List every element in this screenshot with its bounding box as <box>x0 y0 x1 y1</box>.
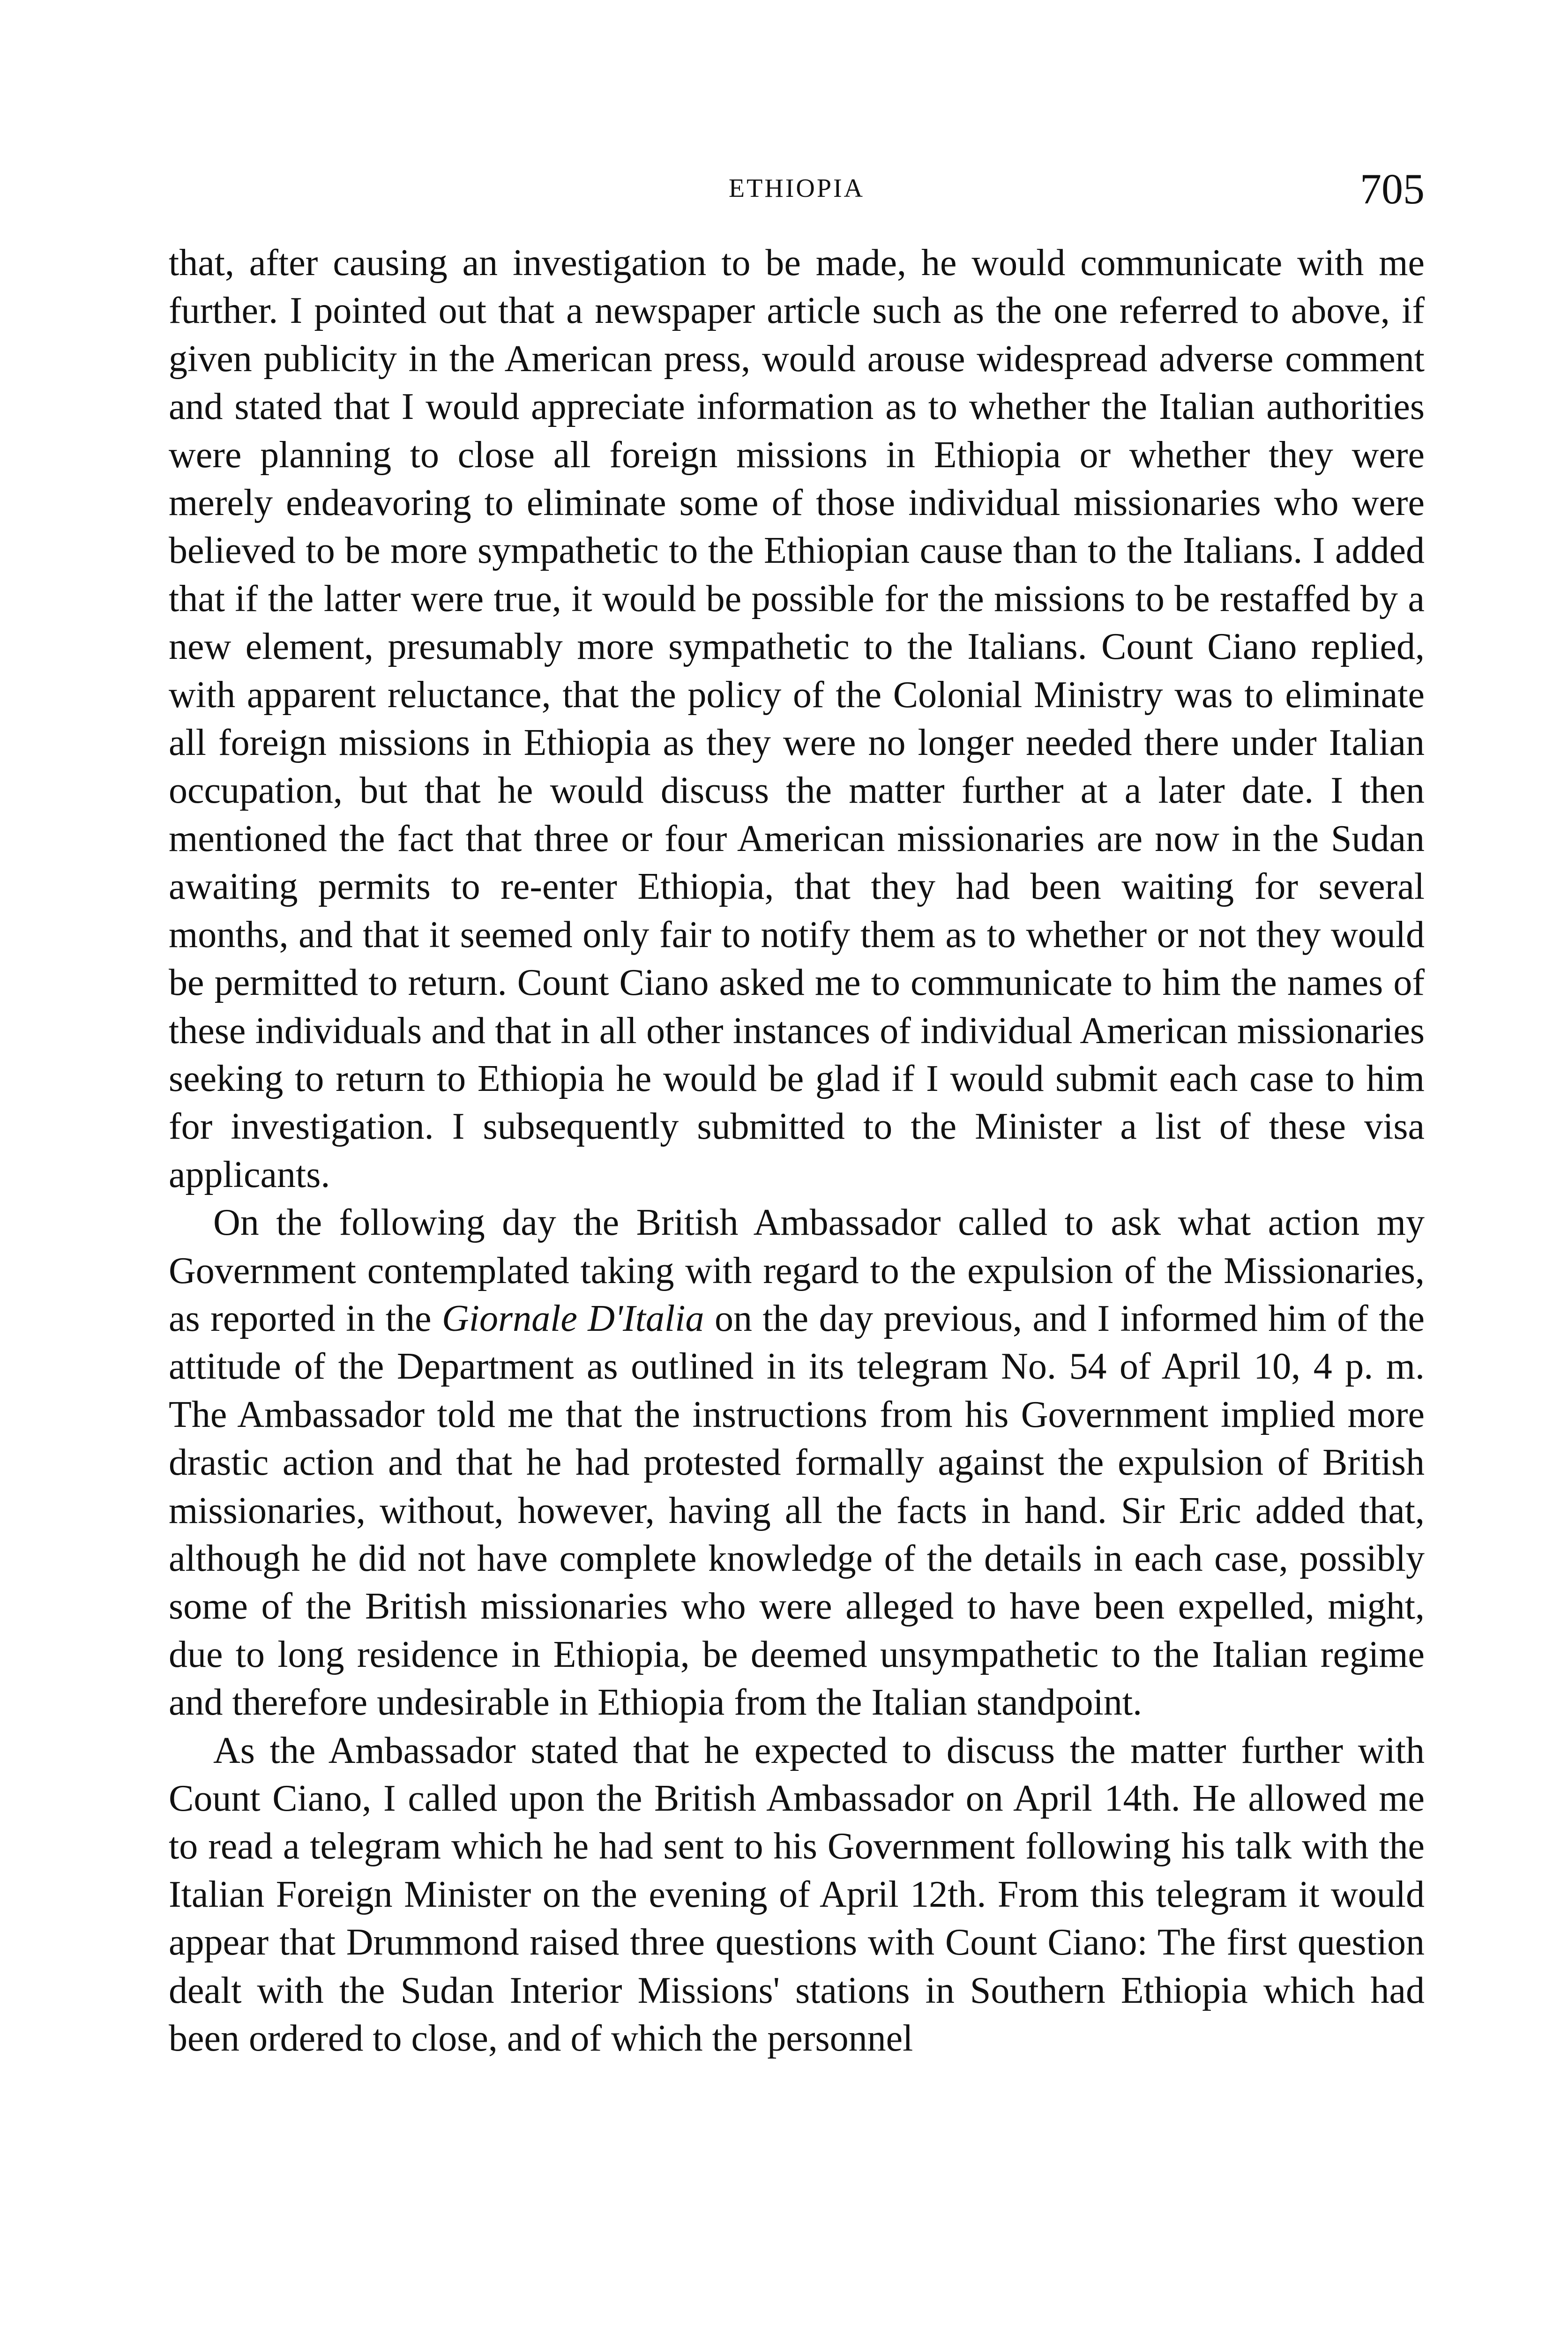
paragraph-1: that, after causing an investigation to be made, he would communicate with me further. I pointed out that a newspaper article such as the one referred to above, if given publicity in the American press, would arouse widespread adverse comment and stated that I would appreciate information as to whether the Italian authorities were planning to close all foreign missions in Ethiopia or whether they were merely endeavoring to eliminate some of those individual missionaries who were believed to be more sympathetic to the Ethiopian cause than to the Italians. I added that if the latter were true, it would be possible for the missions to be restaffed by a new element, presumably more sympathetic to the Italians. Count Ciano replied, with apparent reluctance, that the policy of the Colonial Ministry was to eliminate all foreign missions in Ethiopia as they were no longer needed there under Italian occupation, but that he would discuss the matter further at a later date. I then mentioned the fact that three or four American missionaries are now in the Sudan awaiting permits to re-enter Ethiopia, that they had been waiting for several months, and that it seemed only fair to notify them as to whether or not they would be permitted to return. Count Ciano asked me to communicate to him the names of these individuals and that in all other instances of individual American missionaries seeking to return to Ethiopia he would be glad if I would submit each case to him for investigation. I subsequently submitted to the Minister a list of these visa applicants. <box>169 242 1425 1195</box>
newspaper-title: Giornale D'Italia <box>441 1298 704 1339</box>
body-text <box>169 239 1425 2062</box>
paragraph-2-part-2: on the day previous, and I informed him of the attitude of the Department as outlined in its telegram No. 54 of April 10, 4 p. m. The Ambassador told me that the instructions from his Government implied more drastic action and that he had protested formally against the expulsion of British missionaries, without, however, having all the facts in hand. Sir Eric added that, although he did not have complete knowledge of the details in each case, possibly some of the British missionaries who were alleged to have been expelled, might, due to long residence in Ethiopia, be deemed unsympathetic to the Italian regime and therefore undesirable in Ethiopia from the Italian standpoint. <box>169 1298 1425 1724</box>
running-title: ETHIOPIA <box>728 174 865 203</box>
page-number: 705 <box>1360 165 1425 213</box>
paragraph-2 <box>169 1199 1425 1726</box>
paragraph-3: As the Ambassador stated that he expected to discuss the matter further with Count Ciano, I called upon the British Ambassador on April 14th. He allowed me to read a telegram which he had sent to his Government following his talk with the Italian Foreign Minister on the evening of April 12th. From this telegram it would appear that Drummond raised three questions with Count Ciano: The first question dealt with the Sudan Interior Missions' stations in Southern Ethiopia which had been ordered to close, and of which the personnel <box>169 1730 1425 2059</box>
running-head <box>169 164 1425 216</box>
paragraph-2-part-1: On the following day the British Ambassador called to ask what action my Government contemplated taking with regard to the expulsion of the Missionaries, as reported in the <box>169 1202 1425 1339</box>
